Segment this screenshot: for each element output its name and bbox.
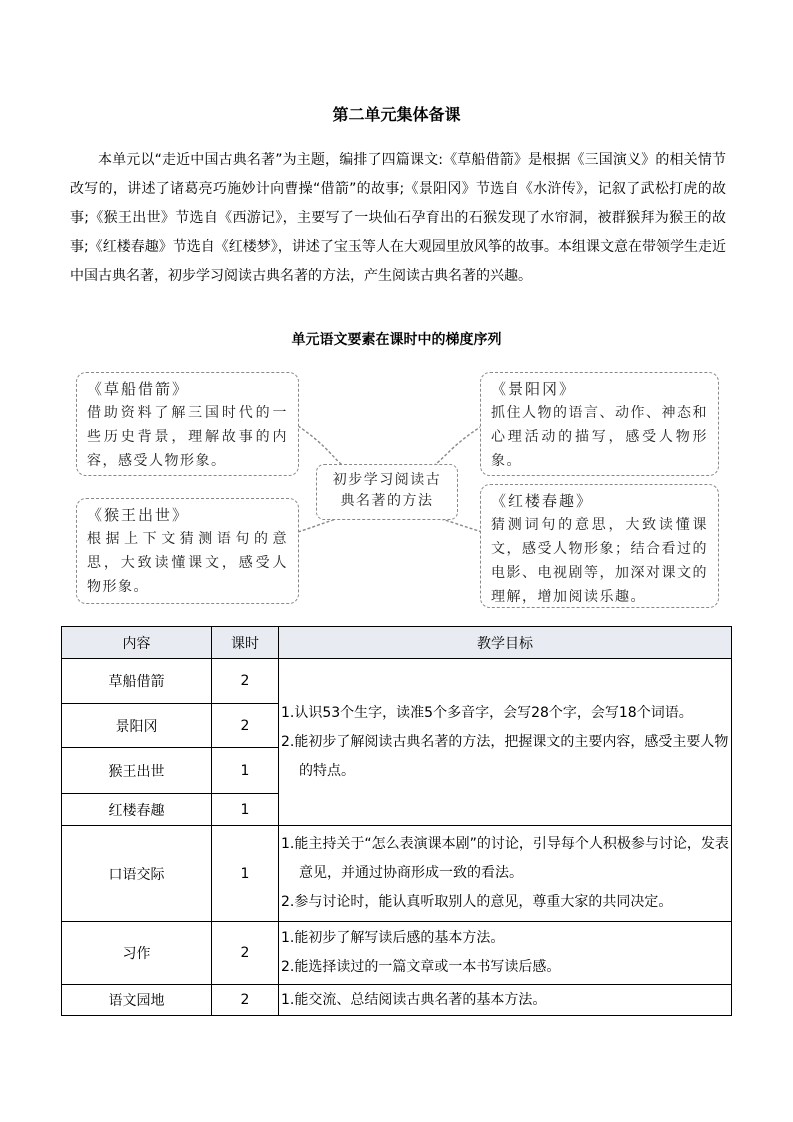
table-row: [62, 659, 732, 704]
table-header-row: [62, 627, 732, 659]
box-title: 《景阳冈》: [491, 380, 577, 398]
box-title: 《猴王出世》: [87, 506, 190, 524]
cell-content: 红楼春趣: [62, 794, 212, 826]
diagram-title: 单元语文要素在课时中的梯度序列: [291, 332, 502, 348]
cell-hours: 2: [212, 922, 279, 985]
intro-paragraph: 本单元以“走近中国古典名著”为主题，编排了四篇课文:《草船借箭》是根据《三国演义》的相关情节改写的，讲述了诸葛亮巧施妙计向曹操“借箭”的故事;《景阳冈》节选自《水浒传》，记叙了武松打虎的故事;《猴王出世》节选自《西游记》，主要写了一块仙石孕育出的石猴发现了水帘洞，被群猴拜为猴王的故事;《红楼春趣》节选自《红楼梦》，讲述了宝玉等人在大观园里放风筝的故事。本组课文意在带领学生走近中国古典名著，初步学习阅读古典名著的方法，产生阅读古典名著的兴趣。: [70, 152, 726, 284]
box-caochuanjiejian: [76, 372, 299, 476]
cell-content: 草船借箭: [62, 659, 212, 704]
connector-bottom-right: [432, 518, 482, 532]
cell-goals-garden: [279, 985, 732, 1016]
cell-content: 景阳冈: [62, 704, 212, 748]
connector-top-right: [432, 426, 482, 466]
box-houwangchushi: [76, 498, 299, 604]
goal-item: 1.能主持关于“怎么表演课本剧”的讨论，引导每个人积极参与讨论，发表意见，并通过协商形成一致的看法。: [281, 836, 729, 881]
goal-item: 1.能交流、总结阅读古典名著的基本方法。: [281, 991, 547, 1008]
box-text: 猜测词句的意思，大致读懂课文，感受人物形象；结合看过的电影、电视剧等，加深对课文的理解，增加阅读乐趣。: [491, 517, 708, 605]
box-text: 根据上下文猜测语句的意思，大致读懂课文，感受人物形象。: [87, 531, 288, 595]
cell-goals-writing: [279, 922, 732, 985]
table-row: [62, 985, 732, 1016]
cell-content: 口语交际: [62, 826, 212, 922]
connector-bottom-left: [298, 518, 344, 532]
goal-item: 2.能选择读过的一篇文章或一本书写读后感。: [281, 959, 561, 975]
box-text: 借助资料了解三国时代的一些历史背景，理解故事的内容，感受人物形象。: [87, 405, 288, 469]
cell-hours: 2: [212, 704, 279, 748]
box-title: 《草船借箭》: [87, 380, 190, 398]
cell-hours: 1: [212, 748, 279, 794]
mind-map: [70, 366, 730, 610]
cell-content: 猴王出世: [62, 748, 212, 794]
goal-item: 2.参与讨论时，能认真听取别人的意见，尊重大家的共同决定。: [281, 894, 673, 910]
box-text: 抓住人物的语言、动作、神态和心理活动的描写，感受人物形象。: [491, 405, 708, 469]
box-title: 《红楼春趣》: [491, 492, 594, 510]
box-honglouchunqu: [480, 484, 719, 608]
cell-goals-lessons: [279, 659, 732, 826]
cell-hours: 1: [212, 826, 279, 922]
page-title: 第二单元集体备课: [332, 105, 461, 124]
goal-item: 2.能初步了解阅读古典名著的方法，把握课文的主要内容，感受主要人物的特点。: [281, 733, 729, 779]
teaching-plan-table: [61, 626, 732, 1016]
header-hours: 课时: [212, 627, 279, 659]
mind-map-center: 初步学习阅读古典名著的方法: [316, 464, 458, 520]
table-row: [62, 826, 732, 922]
goal-item: 1.认识53个生字，读准5个多音字，会写28个字，会写18个词语。: [281, 704, 693, 721]
connector-top-left: [298, 426, 344, 466]
cell-hours: 2: [212, 659, 279, 704]
goal-item: 1.能初步了解写读后感的基本方法。: [281, 930, 505, 946]
cell-hours: 2: [212, 985, 279, 1016]
table-row: [62, 922, 732, 985]
cell-content: 语文园地: [62, 985, 212, 1016]
cell-hours: 1: [212, 794, 279, 826]
box-jingyanggang: [480, 372, 719, 476]
cell-goals-oral: [279, 826, 732, 922]
header-goals: 教学目标: [279, 627, 732, 659]
header-content: 内容: [62, 627, 212, 659]
cell-content: 习作: [62, 922, 212, 985]
